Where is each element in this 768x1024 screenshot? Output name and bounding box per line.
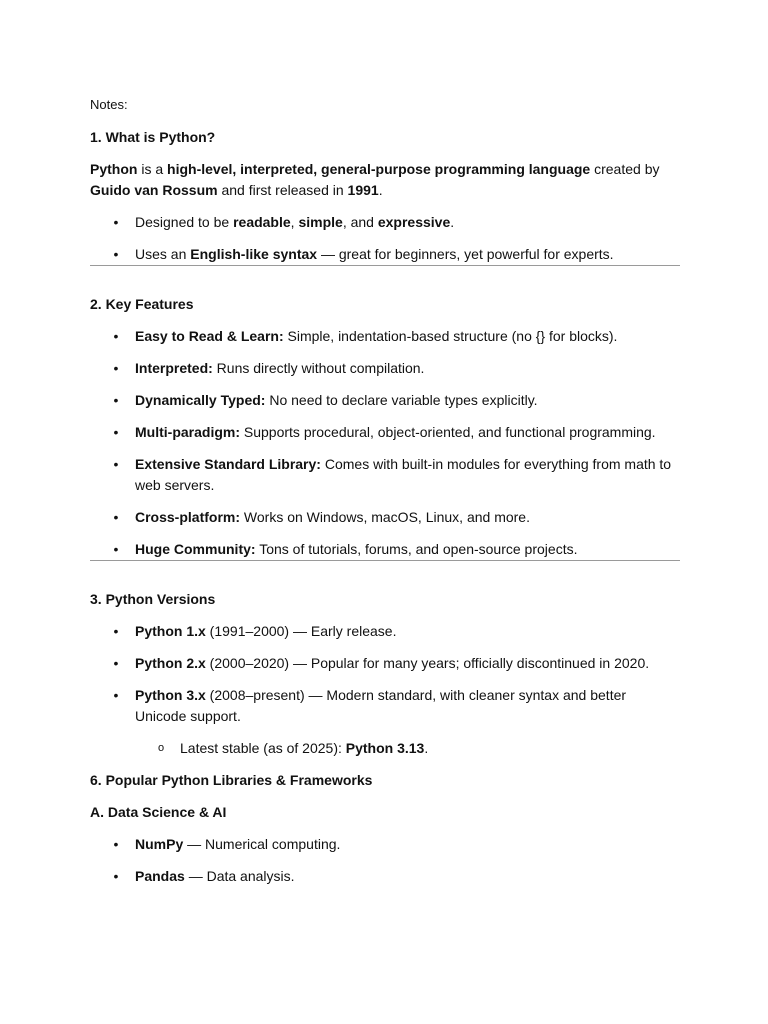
text-bold: English-like syntax [190, 246, 318, 262]
item-text: Tons of tutorials, forums, and open-source projects. [255, 541, 578, 557]
bullet-icon: • [113, 687, 119, 703]
text: . [450, 214, 455, 230]
text: . [424, 740, 429, 756]
section-2-heading: 2. Key Features [90, 296, 194, 312]
item-label: Easy to Read & Learn: [135, 328, 284, 344]
item-label: Huge Community: [135, 541, 256, 557]
bullet-icon: • [113, 328, 119, 344]
section-3-heading: 3. Python Versions [90, 591, 216, 607]
list-item [90, 507, 680, 528]
text: , [290, 214, 299, 230]
list-item [90, 685, 680, 727]
item-text: Runs directly without compilation. [212, 360, 425, 376]
bullet-icon: • [113, 509, 119, 525]
intro-python: Python [90, 161, 138, 177]
list-item [90, 422, 680, 443]
text: , and [342, 214, 378, 230]
list-item [90, 621, 680, 642]
item-label: Interpreted: [135, 360, 213, 376]
section-2-list [90, 326, 680, 560]
item-text: No need to declare variable types explicitly. [265, 392, 538, 408]
section-3-list [90, 621, 680, 759]
intro-creator: Guido van Rossum [90, 182, 218, 198]
list-item [90, 358, 680, 379]
text-bold: Python 3.13 [345, 740, 425, 756]
section-1-heading: 1. What is Python? [90, 129, 216, 145]
list-item [90, 866, 680, 887]
item-label: Python 3.x [135, 687, 206, 703]
bullet-icon: • [113, 424, 119, 440]
intro-period: . [378, 182, 383, 198]
item-text: — Data analysis. [184, 868, 295, 884]
list-item [90, 244, 680, 265]
bullet-icon: • [113, 360, 119, 376]
document-body [90, 94, 680, 887]
list-item [90, 539, 680, 560]
item-label: Extensive Standard Library: [135, 456, 321, 472]
text-bold: readable [233, 214, 291, 230]
circle-bullet-icon: o [157, 742, 165, 754]
bullet-icon: • [113, 541, 119, 557]
text: — great for beginners, yet powerful for experts. [317, 246, 614, 262]
section-6-heading: 6. Popular Python Libraries & Frameworks [90, 772, 373, 788]
item-label: Multi-paradigm: [135, 424, 240, 440]
bullet-icon: • [113, 868, 119, 884]
text: Uses an [135, 246, 191, 262]
item-label: Pandas [135, 868, 185, 884]
item-text: (1991–2000) — Early release. [205, 623, 397, 639]
sub-list-item [90, 738, 680, 759]
list-item [90, 834, 680, 855]
intro-text-1: is a [137, 161, 168, 177]
section-divider [90, 560, 680, 561]
text-bold: simple [298, 214, 343, 230]
bullet-icon: • [113, 246, 119, 262]
section-1-list [90, 212, 680, 265]
intro-text-3: and first released in [217, 182, 348, 198]
item-label: Dynamically Typed: [135, 392, 266, 408]
notes-label: Notes: [90, 97, 128, 112]
list-item [90, 326, 680, 347]
bullet-icon: • [113, 836, 119, 852]
intro-text-2: created by [590, 161, 660, 177]
list-item [90, 212, 680, 233]
intro-definition: high-level, interpreted, general-purpose programming language [167, 161, 591, 177]
list-item [90, 454, 680, 496]
item-text: — Numerical computing. [183, 836, 341, 852]
text-bold: expressive [377, 214, 451, 230]
item-text: Simple, indentation-based structure (no {} for blocks). [283, 328, 618, 344]
bullet-icon: • [113, 623, 119, 639]
bullet-icon: • [113, 392, 119, 408]
list-item [90, 390, 680, 411]
section-1-intro [90, 159, 680, 201]
bullet-icon: • [113, 214, 119, 230]
section-6-subheading: A. Data Science & AI [90, 804, 227, 820]
bullet-icon: • [113, 456, 119, 472]
list-item [90, 653, 680, 674]
section-6-list [90, 834, 680, 887]
bullet-icon: • [113, 655, 119, 671]
item-text: (2008–present) — Modern standard, with cleaner syntax and better Unicode support. [135, 687, 627, 724]
item-text: Works on Windows, macOS, Linux, and more. [240, 509, 530, 525]
item-label: NumPy [135, 836, 184, 852]
item-text: Comes with built-in modules for everything from math to web servers. [135, 456, 672, 493]
item-label: Python 2.x [135, 655, 206, 671]
section-divider [90, 265, 680, 266]
item-label: Python 1.x [135, 623, 206, 639]
text: Latest stable (as of 2025): [180, 740, 346, 756]
item-text: (2000–2020) — Popular for many years; officially discontinued in 2020. [205, 655, 650, 671]
item-label: Cross-platform: [135, 509, 241, 525]
intro-year: 1991 [347, 182, 379, 198]
text: Designed to be [135, 214, 234, 230]
item-text: Supports procedural, object-oriented, and functional programming. [240, 424, 656, 440]
